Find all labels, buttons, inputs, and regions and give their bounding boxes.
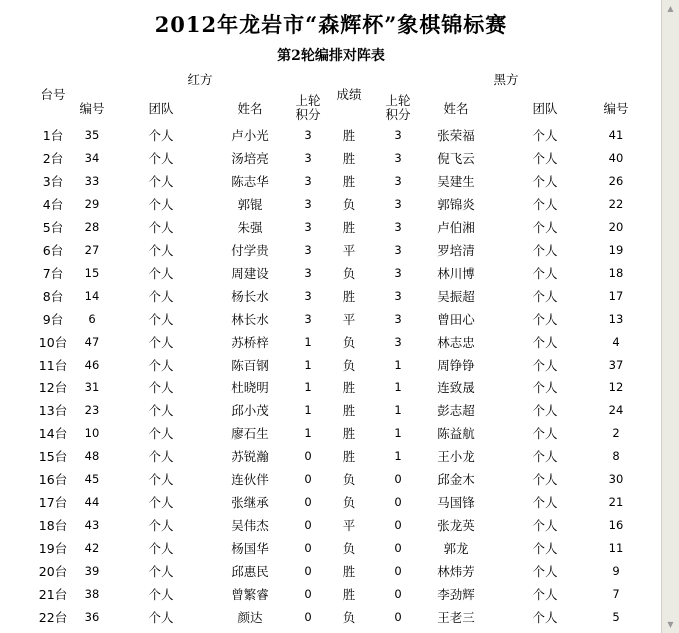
red-name-cell: 苏桥梓: [231, 334, 269, 350]
table-row: [0, 376, 662, 399]
black-name-cell: 卢伯湘: [437, 219, 475, 235]
table-no-cell: 1台: [42, 128, 64, 143]
red-prev-score-cell: 3: [304, 150, 312, 165]
red-name-cell: 杨国华: [231, 541, 269, 557]
table-no-cell: 19台: [38, 541, 68, 557]
black-name-cell: 彭志超: [437, 403, 475, 419]
black-prev-score-cell: 1: [394, 380, 402, 395]
red-name-cell: 颜达: [237, 609, 263, 625]
black-team-cell: 个人: [532, 449, 558, 465]
black-prev-score-cell: 3: [394, 173, 402, 188]
black-prev-score-cell: 3: [394, 265, 402, 280]
red-prev-score-cell: 0: [304, 495, 312, 510]
table-row: [0, 147, 662, 170]
black-id-cell: 24: [608, 403, 624, 418]
red-prev-score-cell: 3: [304, 173, 312, 188]
black-team-cell: 个人: [532, 403, 558, 419]
red-id-cell: 14: [84, 288, 100, 303]
black-id-cell: 40: [608, 150, 624, 165]
table-row: [0, 308, 662, 331]
black-team-cell: 个人: [532, 242, 558, 258]
result-cell: 胜: [342, 449, 356, 465]
red-team-cell: 个人: [148, 472, 174, 488]
black-prev-score-cell: 1: [394, 403, 402, 418]
black-id-cell: 7: [612, 587, 620, 601]
red-id-cell: 39: [84, 564, 100, 579]
black-prev-score-header: 上轮 积分: [385, 93, 411, 122]
black-name-cell: 连致晟: [437, 380, 475, 396]
table-no-cell: 8台: [42, 288, 64, 304]
red-name-cell: 吴伟杰: [231, 518, 269, 534]
black-team-cell: 个人: [532, 426, 558, 442]
red-prev-score-cell: 3: [304, 242, 312, 257]
black-prev-score-cell: 0: [394, 518, 402, 533]
table-no-cell: 15台: [38, 449, 68, 465]
table-no-cell: 14台: [38, 426, 68, 442]
result-cell: 胜: [342, 587, 356, 602]
red-team-cell: 个人: [148, 311, 174, 327]
black-prev-score-cell: 3: [394, 196, 402, 211]
red-id-cell: 45: [84, 472, 100, 487]
red-team-cell: 个人: [148, 541, 174, 557]
red-name-cell: 曾繁睿: [231, 587, 269, 602]
red-prev-score-cell: 0: [304, 587, 312, 601]
black-team-cell: 个人: [532, 564, 558, 580]
black-id-cell: 8: [612, 449, 620, 464]
red-prev-score-cell: 0: [304, 518, 312, 533]
red-id-cell: 38: [84, 587, 100, 601]
red-name-cell: 陈百钢: [231, 357, 269, 373]
black-id-cell: 12: [608, 380, 624, 395]
page-subtitle: 第2轮编排对阵表: [277, 48, 385, 64]
table-row: [0, 537, 662, 560]
red-name-cell: 连伙伴: [231, 472, 269, 488]
red-team-cell: 个人: [148, 334, 174, 350]
black-name-cell: 罗培清: [437, 242, 475, 258]
red-prev-score-cell: 1: [304, 357, 312, 372]
red-name-cell: 张继承: [231, 495, 269, 511]
black-team-cell: 个人: [532, 265, 558, 281]
red-team-cell: 个人: [148, 380, 174, 396]
red-prev-score-cell: 3: [304, 288, 312, 303]
red-name-cell: 郭锟: [237, 196, 263, 212]
black-team-cell: 个人: [532, 150, 558, 166]
black-name-cell: 陈益航: [437, 426, 475, 442]
red-name-cell: 杜晓明: [231, 380, 269, 396]
black-prev-score-cell: 1: [394, 426, 402, 441]
black-id-cell: 9: [612, 564, 620, 579]
red-id-cell: 42: [84, 541, 100, 556]
table-no-cell: 13台: [38, 403, 68, 419]
red-team-cell: 个人: [148, 449, 174, 465]
red-name-cell: 陈志华: [231, 173, 269, 189]
red-id-cell: 31: [84, 380, 100, 395]
red-id-cell: 43: [84, 518, 100, 533]
red-name-cell: 朱强: [237, 219, 263, 235]
result-cell: 负: [342, 609, 356, 625]
black-team-header: 团队: [532, 101, 558, 116]
black-id-cell: 4: [612, 334, 620, 349]
red-id-cell: 48: [84, 449, 100, 464]
result-cell: 负: [342, 265, 356, 281]
black-id-cell: 2: [612, 426, 620, 441]
red-id-cell: 47: [84, 334, 100, 349]
result-cell: 负: [342, 196, 356, 212]
table-no-cell: 22台: [38, 609, 68, 625]
table-row: [0, 331, 662, 354]
red-prev-score-cell: 3: [304, 311, 312, 326]
red-team-cell: 个人: [148, 265, 174, 281]
result-cell: 负: [342, 495, 356, 511]
black-name-header: 姓名: [443, 101, 469, 116]
black-name-cell: 林炜芳: [437, 564, 475, 580]
result-cell: 胜: [342, 288, 356, 304]
black-id-cell: 19: [608, 242, 624, 257]
red-id-cell: 33: [84, 173, 100, 188]
black-id-cell: 21: [608, 495, 624, 510]
red-team-cell: 个人: [148, 518, 174, 534]
red-team-cell: 个人: [148, 587, 174, 602]
red-name-cell: 杨长水: [231, 288, 269, 304]
red-name-cell: 卢小光: [231, 128, 269, 143]
table-no-cell: 9台: [42, 311, 64, 327]
result-header: 成绩: [336, 87, 362, 102]
black-name-cell: 李劲辉: [437, 587, 475, 602]
black-prev-score-cell: 3: [394, 219, 402, 234]
black-id-cell: 5: [612, 609, 620, 624]
table-row: [0, 193, 662, 216]
red-prev-score-cell: 1: [304, 334, 312, 349]
red-team-cell: 个人: [148, 426, 174, 442]
red-id-cell: 6: [88, 311, 96, 326]
red-team-cell: 个人: [148, 288, 174, 304]
black-team-cell: 个人: [532, 334, 558, 350]
black-prev-score-cell: 1: [394, 357, 402, 372]
black-id-cell: 11: [608, 541, 624, 556]
black-id-cell: 16: [608, 518, 624, 533]
black-prev-score-cell: 3: [394, 150, 402, 165]
black-prev-score-cell: 0: [394, 564, 402, 579]
page-title: 2012年龙岩市“森辉杯”象棋锦标赛: [154, 12, 508, 37]
table-no-cell: 3台: [42, 173, 64, 189]
red-prev-score-cell: 1: [304, 403, 312, 418]
black-team-cell: 个人: [532, 495, 558, 511]
red-team-cell: 个人: [148, 609, 174, 625]
table-no-cell: 7台: [42, 265, 64, 281]
black-prev-score-cell: 0: [394, 472, 402, 487]
black-team-cell: 个人: [532, 518, 558, 534]
table-row: [0, 262, 662, 285]
table-row: [0, 354, 662, 377]
black-prev-score-cell: 3: [394, 128, 402, 142]
black-prev-score-cell: 3: [394, 288, 402, 303]
table-no-cell: 18台: [38, 518, 68, 534]
black-team-cell: 个人: [532, 472, 558, 488]
black-id-cell: 13: [608, 311, 624, 326]
red-side-header: 红方: [187, 72, 213, 87]
black-team-cell: 个人: [532, 587, 558, 602]
black-team-cell: 个人: [532, 288, 558, 304]
red-id-cell: 44: [84, 495, 100, 510]
result-cell: 负: [342, 472, 356, 488]
red-id-cell: 36: [84, 609, 100, 624]
table-no-cell: 10台: [38, 334, 68, 350]
table-row: [0, 445, 662, 468]
red-team-cell: 个人: [148, 219, 174, 235]
black-id-cell: 17: [608, 288, 624, 303]
red-prev-score-cell: 3: [304, 128, 312, 142]
result-cell: 负: [342, 541, 356, 557]
table-row: [0, 239, 662, 262]
table-no-cell: 2台: [42, 150, 64, 166]
black-name-cell: 周铮铮: [437, 357, 475, 373]
table-row: [0, 170, 662, 193]
table-no-cell: 16台: [38, 472, 68, 488]
result-cell: 负: [342, 334, 356, 350]
table-row: [0, 468, 662, 491]
table-row: [0, 491, 662, 514]
table-row: [0, 216, 662, 239]
black-name-cell: 王小龙: [437, 449, 475, 465]
red-id-cell: 27: [84, 242, 100, 257]
black-team-cell: 个人: [532, 173, 558, 189]
black-prev-score-cell: 0: [394, 587, 402, 601]
red-id-cell: 34: [84, 150, 100, 165]
black-name-cell: 邱金木: [437, 472, 475, 488]
red-id-cell: 46: [84, 357, 100, 372]
black-side-header: 黑方: [493, 72, 519, 87]
red-id-cell: 10: [84, 426, 100, 441]
result-cell: 平: [342, 311, 356, 327]
black-prev-score-cell: 0: [394, 541, 402, 556]
table-no-cell: 6台: [42, 242, 64, 258]
table-no-cell: 5台: [42, 219, 64, 235]
red-team-header: 团队: [148, 101, 174, 116]
table-no-cell: 17台: [38, 495, 68, 511]
result-cell: 胜: [342, 173, 356, 189]
red-prev-score-cell: 1: [304, 426, 312, 441]
red-team-cell: 个人: [148, 128, 174, 143]
red-id-cell: 29: [84, 196, 100, 211]
red-name-cell: 付学贵: [231, 242, 269, 258]
black-team-cell: 个人: [532, 541, 558, 557]
red-id-cell: 23: [84, 403, 100, 418]
table-no-header: 台号: [40, 87, 66, 102]
black-id-cell: 37: [608, 357, 624, 372]
black-team-cell: 个人: [532, 128, 558, 143]
red-prev-score-cell: 0: [304, 472, 312, 487]
black-id-cell: 41: [608, 128, 624, 142]
black-name-cell: 吴建生: [437, 173, 475, 189]
black-prev-score-cell: 0: [394, 495, 402, 510]
black-name-cell: 吴振超: [437, 288, 475, 304]
red-name-cell: 林长水: [231, 311, 269, 327]
black-name-cell: 王老三: [437, 609, 475, 625]
black-name-cell: 倪飞云: [437, 150, 475, 166]
red-prev-score-cell: 0: [304, 609, 312, 624]
result-cell: 胜: [342, 564, 356, 580]
table-row: [0, 560, 662, 583]
result-cell: 胜: [342, 403, 356, 419]
red-name-cell: 苏锐瀚: [231, 449, 269, 465]
red-team-cell: 个人: [148, 564, 174, 580]
table-no-cell: 12台: [38, 380, 68, 396]
table-no-cell: 20台: [38, 564, 68, 580]
scroll-down-arrow-icon[interactable]: ▼: [662, 616, 679, 633]
red-team-cell: 个人: [148, 242, 174, 258]
red-prev-score-cell: 1: [304, 380, 312, 395]
red-prev-score-cell: 3: [304, 265, 312, 280]
red-name-cell: 邱惠民: [231, 564, 269, 580]
red-name-cell: 邱小茂: [231, 403, 269, 419]
table-row: [0, 124, 662, 147]
red-id-header: 编号: [79, 101, 105, 116]
red-id-cell: 15: [84, 265, 100, 280]
red-id-cell: 35: [84, 128, 100, 142]
red-team-cell: 个人: [148, 150, 174, 166]
table-no-cell: 4台: [42, 196, 64, 212]
table-row: [0, 422, 662, 445]
result-cell: 负: [342, 357, 356, 373]
black-team-cell: 个人: [532, 311, 558, 327]
table-no-cell: 21台: [38, 587, 68, 602]
result-cell: 胜: [342, 128, 356, 143]
black-prev-score-cell: 3: [394, 334, 402, 349]
black-prev-score-cell: 3: [394, 242, 402, 257]
table-row: [0, 285, 662, 308]
result-cell: 平: [342, 518, 356, 534]
red-prev-score-header: 上轮 积分: [295, 93, 321, 122]
black-id-header: 编号: [603, 101, 629, 116]
red-prev-score-cell: 0: [304, 449, 312, 464]
black-team-cell: 个人: [532, 380, 558, 396]
black-prev-score-cell: 1: [394, 449, 402, 464]
black-prev-score-cell: 3: [394, 311, 402, 326]
red-name-cell: 廖石生: [231, 426, 269, 442]
red-team-cell: 个人: [148, 173, 174, 189]
black-id-cell: 26: [608, 173, 624, 188]
black-name-cell: 郭龙: [443, 541, 469, 557]
black-name-cell: 马国锋: [437, 495, 475, 511]
black-id-cell: 30: [608, 472, 624, 487]
black-name-cell: 林志忠: [437, 334, 475, 350]
black-name-cell: 郭锦炎: [437, 196, 475, 212]
table-row: [0, 399, 662, 422]
vertical-scrollbar[interactable]: [661, 0, 679, 633]
table-row: [0, 583, 662, 606]
black-id-cell: 22: [608, 196, 624, 211]
black-prev-score-cell: 0: [394, 609, 402, 624]
result-cell: 胜: [342, 150, 356, 166]
red-team-cell: 个人: [148, 403, 174, 419]
black-name-cell: 张荣福: [437, 128, 475, 143]
scroll-up-arrow-icon[interactable]: ▲: [662, 0, 679, 17]
red-id-cell: 28: [84, 219, 100, 234]
result-cell: 平: [342, 242, 356, 258]
red-prev-score-cell: 0: [304, 564, 312, 579]
table-row: [0, 514, 662, 537]
red-prev-score-cell: 0: [304, 541, 312, 556]
black-team-cell: 个人: [532, 357, 558, 373]
red-name-header: 姓名: [237, 101, 263, 116]
table-row: [0, 606, 662, 629]
black-team-cell: 个人: [532, 219, 558, 235]
result-cell: 胜: [342, 426, 356, 442]
black-name-cell: 曾田心: [437, 311, 475, 327]
red-team-cell: 个人: [148, 495, 174, 511]
black-id-cell: 20: [608, 219, 624, 234]
result-cell: 胜: [342, 219, 356, 235]
red-name-cell: 周建设: [231, 265, 269, 281]
red-prev-score-cell: 3: [304, 196, 312, 211]
red-name-cell: 汤培亮: [231, 150, 269, 166]
black-team-cell: 个人: [532, 196, 558, 212]
red-team-cell: 个人: [148, 196, 174, 212]
red-team-cell: 个人: [148, 357, 174, 373]
black-team-cell: 个人: [532, 609, 558, 625]
black-name-cell: 林川博: [437, 265, 475, 281]
result-cell: 胜: [342, 380, 356, 396]
black-name-cell: 张龙英: [437, 518, 475, 534]
red-prev-score-cell: 3: [304, 219, 312, 234]
table-no-cell: 11台: [38, 357, 68, 373]
black-id-cell: 18: [608, 265, 624, 280]
